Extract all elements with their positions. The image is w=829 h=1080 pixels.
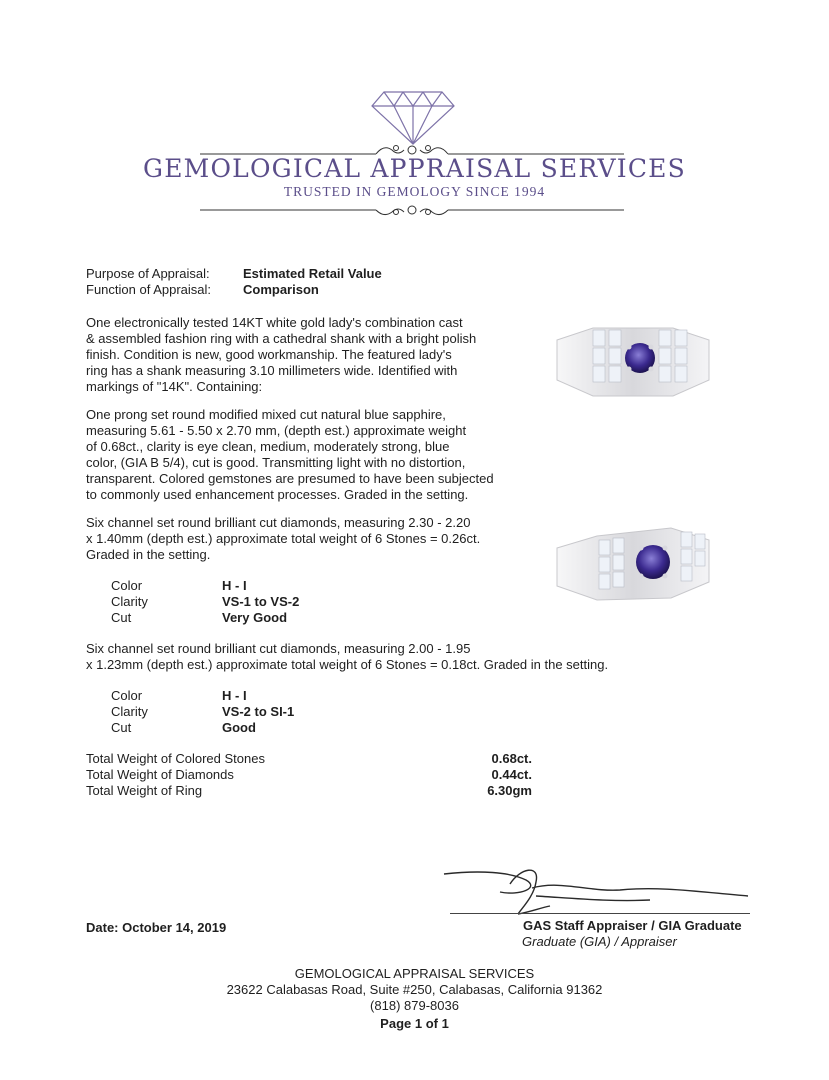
purpose-value: Estimated Retail Value: [243, 266, 382, 281]
spec2-cut-value: Good: [222, 720, 256, 735]
diamonds-description-line: x 1.23mm (depth est.) approximate total weight of 6 Stones = 0.18ct. Graded in the setting.: [86, 657, 609, 672]
diamonds-description-line: Six channel set round brilliant cut diamonds, measuring 2.30 - 2.20: [86, 515, 471, 530]
diamonds-description-line: x 1.40mm (depth est.) approximate total weight of 6 Stones = 0.26ct.: [86, 531, 481, 546]
function-value: Comparison: [243, 282, 319, 297]
appraisal-date: Date: October 14, 2019: [86, 920, 227, 935]
ring-photo-front: [553, 318, 713, 408]
total-colored-stones-label: Total Weight of Colored Stones: [86, 751, 265, 766]
ring-description-line: ring has a shank measuring 3.10 millimeters wide. Identified with: [86, 363, 458, 378]
ring-description-line: & assembled fashion ring with a cathedral shank with a bright polish: [86, 331, 477, 346]
appraiser-title: GAS Staff Appraiser / GIA Graduate: [523, 918, 742, 933]
spec2-color-label: Color: [111, 688, 143, 703]
page-number: Page 1 of 1: [380, 1016, 449, 1031]
sapphire-description-line: transparent. Colored gemstones are presumed to have been subjected: [86, 471, 494, 486]
sapphire-description-line: color, (GIA B 5/4), cut is good. Transmitting light with no distortion,: [86, 455, 466, 470]
ring-description-line: markings of "14K". Containing:: [86, 379, 263, 394]
spec1-cut-label: Cut: [111, 610, 132, 625]
sapphire-description: [86, 407, 526, 503]
footer-address: 23622 Calabasas Road, Suite #250, Calabasas, California 91362: [226, 982, 603, 997]
ring-description: [86, 315, 506, 395]
ring-description-line: One electronically tested 14KT white gold lady's combination cast: [86, 315, 463, 330]
footer-phone: (818) 879-8036: [370, 998, 459, 1013]
company-logo-title: GEMOLOGICAL APPRAISAL SERVICES: [143, 154, 686, 183]
signature-line: [450, 913, 750, 914]
appraiser-credentials: Graduate (GIA) / Appraiser: [522, 934, 677, 949]
total-ring-weight-label: Total Weight of Ring: [86, 783, 203, 798]
ring-photo-angle: [553, 522, 713, 612]
spec1-clarity-value: VS-1 to VS-2: [222, 594, 300, 609]
spec1-color-value: H - I: [222, 578, 247, 593]
sapphire-description-line: of 0.68ct., clarity is eye clean, medium, moderately strong, blue: [86, 439, 450, 454]
spec2-clarity-value: VS-2 to SI-1: [222, 704, 295, 719]
sapphire-description-line: to commonly used enhancement processes. Graded in the setting.: [86, 487, 469, 502]
diamonds-group-2-description: [86, 641, 646, 673]
sapphire-description-line: measuring 5.61 - 5.50 x 2.70 mm, (depth est.) approximate weight: [86, 423, 467, 438]
total-colored-stones-value: 0.68ct.: [491, 751, 532, 766]
sapphire-description-line: One prong set round modified mixed cut natural blue sapphire,: [86, 407, 446, 422]
diamonds-description-line: Six channel set round brilliant cut diamonds, measuring 2.00 - 1.95: [86, 641, 471, 656]
spec1-cut-value: Very Good: [222, 610, 288, 625]
total-ring-weight-value: 6.30gm: [487, 783, 532, 798]
spec2-cut-label: Cut: [111, 720, 132, 735]
spec1-color-label: Color: [111, 578, 143, 593]
total-diamonds-value: 0.44ct.: [491, 767, 532, 782]
spec2-clarity-label: Clarity: [111, 704, 148, 719]
footer-company: GEMOLOGICAL APPRAISAL SERVICES: [294, 966, 535, 981]
total-diamonds-label: Total Weight of Diamonds: [86, 767, 234, 782]
diamonds-group-1-description: [86, 515, 506, 563]
spec2-color-value: H - I: [222, 688, 247, 703]
function-label: Function of Appraisal:: [86, 282, 212, 297]
company-logo-tagline: TRUSTED IN GEMOLOGY SINCE 1994: [283, 184, 546, 199]
diamonds-description-line: Graded in the setting.: [86, 547, 211, 562]
purpose-label: Purpose of Appraisal:: [86, 266, 210, 281]
spec1-clarity-label: Clarity: [111, 594, 148, 609]
ornament-divider-bottom: [200, 198, 624, 222]
ring-description-line: finish. Condition is new, good workmanship. The featured lady's: [86, 347, 452, 362]
